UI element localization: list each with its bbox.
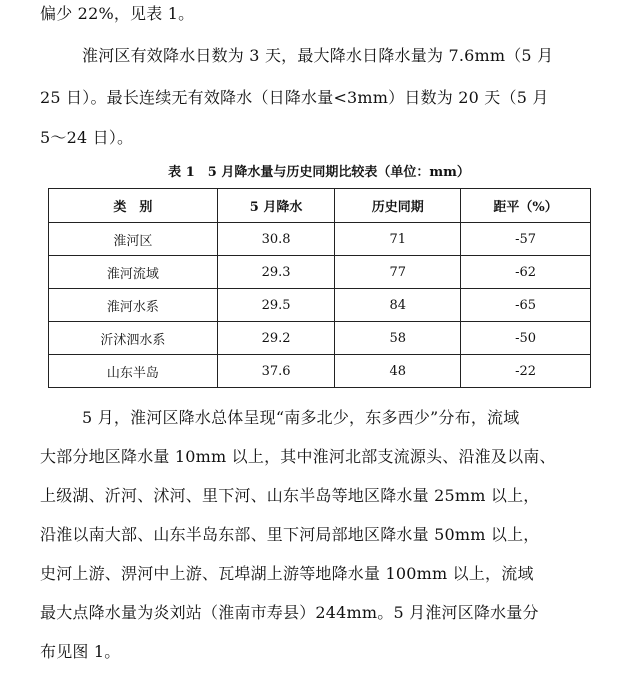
paragraph-line: 淮河区有效降水日数为 3 天，最大降水日降水量为 7.6mm（5 月 [82, 46, 554, 65]
table-cell: 77 [335, 256, 461, 289]
paragraph-line: 大部分地区降水量 10mm 以上，其中淮河北部支流源头、沿淮及以南、 [40, 447, 556, 466]
table-cell: 淮河流域 [49, 256, 218, 289]
table-cell: 29.3 [217, 256, 335, 289]
table-row [49, 256, 591, 289]
table-cell: 山东半岛 [49, 355, 218, 388]
table-cell: 淮河水系 [49, 289, 218, 322]
table-cell: 71 [335, 223, 461, 256]
table-row [49, 322, 591, 355]
table-cell: 沂沭泗水系 [49, 322, 218, 355]
table-cell: 58 [335, 322, 461, 355]
paragraph-line: 偏少 22%，见表 1。 [40, 4, 195, 23]
table-cell: 29.5 [217, 289, 335, 322]
column-header-historical: 历史同期 [335, 189, 461, 223]
column-header-category: 类 别 [49, 189, 218, 223]
table-caption: 表 1 5 月降水量与历史同期比较表（单位：mm） [168, 165, 470, 180]
paragraph-line: 5～24 日）。 [40, 128, 134, 147]
paragraph-line: 沿淮以南大部、山东半岛东部、里下河局部地区降水量 50mm 以上， [40, 525, 540, 544]
table-cell: 30.8 [217, 223, 335, 256]
table-cell: -57 [461, 223, 591, 256]
table-cell: 淮河区 [49, 223, 218, 256]
table-header-row [49, 189, 591, 223]
table-cell: -65 [461, 289, 591, 322]
paragraph-line: 上级湖、沂河、沭河、里下河、山东半岛等地区降水量 25mm 以上， [40, 486, 540, 505]
table-row [49, 223, 591, 256]
paragraph-line: 25 日）。最长连续无有效降水（日降水量<3mm）日数为 20 天（5 月 [40, 88, 549, 107]
column-header-anomaly: 距平（%） [461, 189, 591, 223]
table-cell: 37.6 [217, 355, 335, 388]
table-cell: -22 [461, 355, 591, 388]
table-cell: -62 [461, 256, 591, 289]
table-cell: 84 [335, 289, 461, 322]
paragraph-line: 最大点降水量为炎刘站（淮南市寿县）244mm。5 月淮河区降水量分 [40, 603, 539, 622]
table-cell: -50 [461, 322, 591, 355]
column-header-may-precipitation: 5 月降水 [217, 189, 335, 223]
table-row [49, 289, 591, 322]
precipitation-table [48, 188, 591, 388]
table-cell: 29.2 [217, 322, 335, 355]
table-cell: 48 [335, 355, 461, 388]
paragraph-line: 5 月，淮河区降水总体呈现“南多北少，东多西少”分布，流域 [82, 408, 520, 427]
paragraph-line: 史河上游、淠河中上游、瓦埠湖上游等地降水量 100mm 以上，流域 [40, 564, 534, 583]
table-row [49, 355, 591, 388]
paragraph-line: 布见图 1。 [40, 642, 121, 661]
